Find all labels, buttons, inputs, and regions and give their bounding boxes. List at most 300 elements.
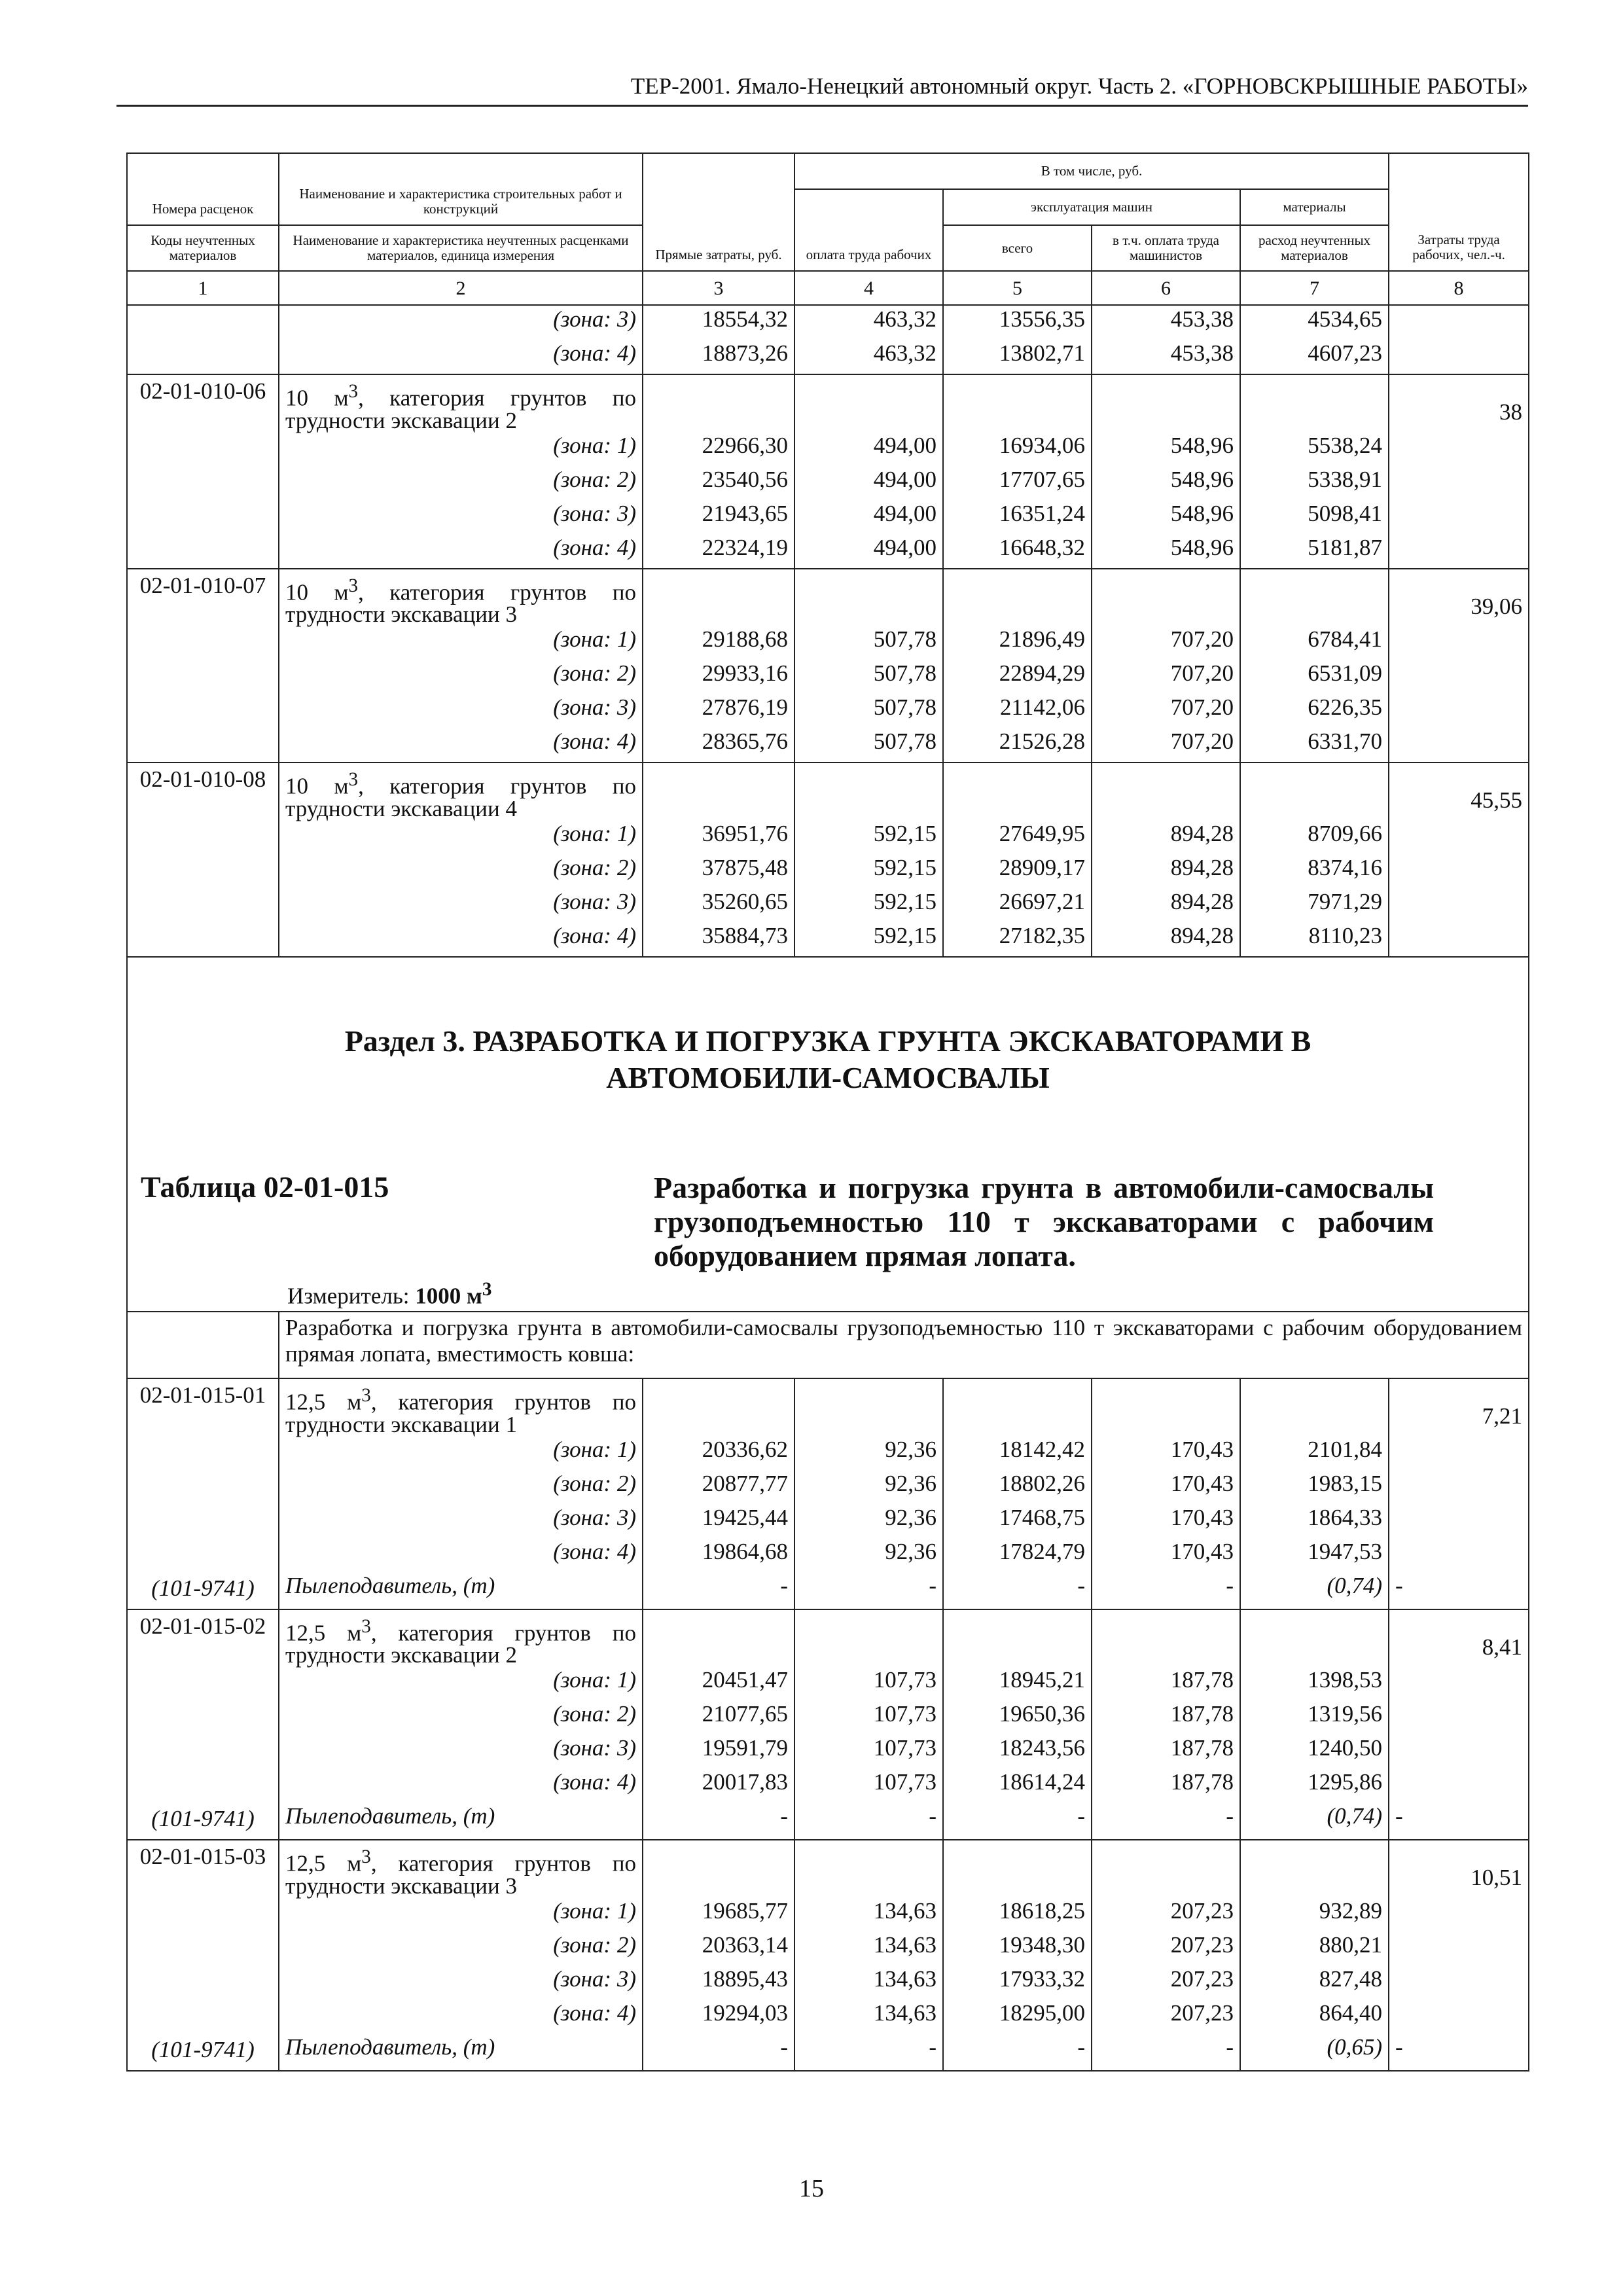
column-number: 8 xyxy=(1389,271,1529,305)
value-cell-empty xyxy=(643,762,794,820)
header-material-names: Наименование и характеристика неучтенных расценками материалов, единица измерения xyxy=(279,225,643,271)
rate-quantity: 12,5 м xyxy=(285,1389,362,1415)
table-title: Разработка и погрузка грунта в автомобили-самосвалы грузоподъемностью 110 т экскаваторами с рабочим оборудованием прямая лопата. xyxy=(654,1170,1434,1272)
value-cell: 1947,53 xyxy=(1240,1538,1389,1572)
value-cell: 35884,73 xyxy=(643,922,794,957)
value-cell: 6331,70 xyxy=(1240,728,1389,762)
value-cell: 19591,79 xyxy=(643,1734,794,1768)
value-cell: 6784,41 xyxy=(1240,626,1389,660)
rate-code: 02-01-015-02 xyxy=(127,1609,279,1667)
value-cell-empty xyxy=(943,1840,1092,1897)
value-cell: 20877,77 xyxy=(643,1470,794,1504)
header-rate-numbers: Номера расценок xyxy=(127,153,279,225)
value-cell: 8709,66 xyxy=(1240,820,1389,854)
rate-category: , категория грунтов по трудности экскавации 3 xyxy=(285,579,636,628)
value-cell-empty xyxy=(643,1378,794,1436)
labor-cost: 10,51 xyxy=(1389,1840,1529,2034)
value-cell: 548,96 xyxy=(1092,534,1240,569)
section-title-line: Раздел 3. РАЗРАБОТКА И ПОГРУЗКА ГРУНТА ЭКСКАВАТОРАМИ В xyxy=(344,1024,1311,1058)
value-cell: 6531,09 xyxy=(1240,660,1389,694)
zone-label: (зона: 2) xyxy=(279,1931,643,1965)
column-number: 1 xyxy=(127,271,279,305)
value-cell: 18945,21 xyxy=(943,1666,1092,1700)
value-cell: 18873,26 xyxy=(643,340,794,374)
value-cell-empty xyxy=(794,1840,943,1897)
header-material-consumption: расход неучтенных материалов xyxy=(1240,225,1389,271)
labor-cost: 38 xyxy=(1389,374,1529,569)
table-header xyxy=(127,153,1529,305)
value-cell: 494,00 xyxy=(794,432,943,466)
zone-label: (зона: 3) xyxy=(279,888,643,922)
value-cell: 4607,23 xyxy=(1240,340,1389,374)
zone-row xyxy=(127,888,1529,922)
zone-row xyxy=(127,694,1529,728)
header-direct-costs: Прямые затраты, руб. xyxy=(643,153,794,271)
zone-row xyxy=(127,626,1529,660)
value-cell-empty xyxy=(1092,762,1240,820)
code-cell-empty xyxy=(127,1931,279,1965)
value-cell: 28365,76 xyxy=(643,728,794,762)
rate-unit-superscript: 3 xyxy=(348,769,359,791)
value-cell-empty xyxy=(643,374,794,432)
table-body-section-3 xyxy=(127,1378,1529,2071)
value-cell-empty xyxy=(794,1378,943,1436)
zone-label: (зона: 1) xyxy=(279,1666,643,1700)
value-cell: 707,20 xyxy=(1092,694,1240,728)
value-cell: 7971,29 xyxy=(1240,888,1389,922)
zone-row xyxy=(127,466,1529,500)
zone-row xyxy=(127,305,1529,340)
value-cell: 8110,23 xyxy=(1240,922,1389,957)
value-cell: 187,78 xyxy=(1092,1734,1240,1768)
material-row xyxy=(127,2034,1529,2071)
value-cell-empty xyxy=(1092,569,1240,626)
value-cell: 592,15 xyxy=(794,854,943,888)
material-value: - xyxy=(794,1572,943,1609)
zone-label: (зона: 3) xyxy=(279,694,643,728)
value-cell: 592,15 xyxy=(794,820,943,854)
rate-category: , категория грунтов по трудности экскавации 1 xyxy=(285,1389,636,1437)
zone-row xyxy=(127,1504,1529,1538)
value-cell: 5181,87 xyxy=(1240,534,1389,569)
zone-row xyxy=(127,340,1529,374)
value-cell: 92,36 xyxy=(794,1504,943,1538)
value-cell: 187,78 xyxy=(1092,1768,1240,1803)
value-cell: 19685,77 xyxy=(643,1897,794,1931)
value-cell-empty xyxy=(1240,1840,1389,1897)
rate-unit-superscript: 3 xyxy=(348,381,359,402)
value-cell-empty xyxy=(1240,762,1389,820)
value-cell: 29933,16 xyxy=(643,660,794,694)
rate-quantity: 12,5 м xyxy=(285,1620,362,1646)
value-cell-empty xyxy=(643,1840,794,1897)
labor-cost: 39,06 xyxy=(1389,569,1529,763)
value-cell: 4534,65 xyxy=(1240,305,1389,340)
rate-code: 02-01-010-08 xyxy=(127,762,279,820)
material-value: - xyxy=(1092,2034,1240,2071)
measurement-unit xyxy=(287,1276,491,1310)
zone-label: (зона: 2) xyxy=(279,1470,643,1504)
value-cell: 16648,32 xyxy=(943,534,1092,569)
value-cell: 36951,76 xyxy=(643,820,794,854)
value-cell: 880,21 xyxy=(1240,1931,1389,1965)
zone-label: (зона: 3) xyxy=(279,305,643,340)
zone-row xyxy=(127,432,1529,466)
measurement-label: Измеритель: xyxy=(287,1283,416,1309)
subheading-blank xyxy=(127,1312,279,1378)
value-cell: 5098,41 xyxy=(1240,500,1389,534)
code-cell-empty xyxy=(127,466,279,500)
rate-row xyxy=(127,569,1529,626)
zone-label: (зона: 1) xyxy=(279,626,643,660)
value-cell: 134,63 xyxy=(794,1965,943,2000)
value-cell: 21943,65 xyxy=(643,500,794,534)
value-cell: 548,96 xyxy=(1092,466,1240,500)
material-value: - xyxy=(943,1572,1092,1609)
code-cell-empty xyxy=(127,1504,279,1538)
value-cell: 1319,56 xyxy=(1240,1700,1389,1734)
value-cell: 5338,91 xyxy=(1240,466,1389,500)
value-cell-empty xyxy=(794,1609,943,1667)
subheading-row xyxy=(127,1312,1529,1378)
section-heading-cell xyxy=(127,957,1529,1312)
rate-description xyxy=(279,1609,643,1667)
value-cell-empty xyxy=(643,1609,794,1667)
value-cell: 107,73 xyxy=(794,1734,943,1768)
value-cell: 507,78 xyxy=(794,660,943,694)
material-name: Пылеподавитель, (т) xyxy=(279,1803,643,1840)
value-cell: 21526,28 xyxy=(943,728,1092,762)
value-cell: 19425,44 xyxy=(643,1504,794,1538)
code-cell-empty xyxy=(127,626,279,660)
material-consumption: (0,74) xyxy=(1240,1572,1389,1609)
material-code: (101-9741) xyxy=(127,1572,279,1609)
value-cell: 134,63 xyxy=(794,1931,943,1965)
value-cell: 1240,50 xyxy=(1240,1734,1389,1768)
code-cell-empty xyxy=(127,1470,279,1504)
value-cell: 170,43 xyxy=(1092,1470,1240,1504)
material-value: - xyxy=(943,2034,1092,2071)
value-cell: 22966,30 xyxy=(643,432,794,466)
value-cell: 19864,68 xyxy=(643,1538,794,1572)
subheading-text: Разработка и погрузка грунта в автомобили-самосвалы грузоподъемностью 110 т экскаваторами с рабочим оборудованием прямая лопата, вместимость ковша: xyxy=(279,1312,1529,1378)
value-cell: 18895,43 xyxy=(643,1965,794,2000)
zone-row xyxy=(127,534,1529,569)
value-cell: 21142,06 xyxy=(943,694,1092,728)
code-cell-empty xyxy=(127,432,279,466)
rate-row xyxy=(127,762,1529,820)
material-code: (101-9741) xyxy=(127,2034,279,2071)
value-cell: 548,96 xyxy=(1092,432,1240,466)
rate-code: 02-01-010-07 xyxy=(127,569,279,626)
value-cell: 92,36 xyxy=(794,1436,943,1470)
section-title xyxy=(128,1023,1528,1096)
header-material-codes: Коды неучтенных материалов xyxy=(127,225,279,271)
value-cell-empty xyxy=(943,762,1092,820)
material-value: - xyxy=(794,2034,943,2071)
header-materials: материалы xyxy=(1240,189,1389,225)
value-cell: 894,28 xyxy=(1092,820,1240,854)
value-cell: 18618,25 xyxy=(943,1897,1092,1931)
measurement-superscript: 3 xyxy=(482,1278,492,1300)
value-cell: 20336,62 xyxy=(643,1436,794,1470)
value-cell-empty xyxy=(1092,1840,1240,1897)
value-cell: 92,36 xyxy=(794,1538,943,1572)
value-cell: 170,43 xyxy=(1092,1504,1240,1538)
code-cell-empty xyxy=(127,1768,279,1803)
value-cell: 18142,42 xyxy=(943,1436,1092,1470)
zone-label: (зона: 1) xyxy=(279,1436,643,1470)
zone-label: (зона: 3) xyxy=(279,1965,643,2000)
value-cell: 18554,32 xyxy=(643,305,794,340)
value-cell: 17468,75 xyxy=(943,1504,1092,1538)
value-cell-empty xyxy=(794,762,943,820)
rate-quantity: 10 м xyxy=(285,385,349,411)
value-cell: 827,48 xyxy=(1240,1965,1389,2000)
zone-label: (зона: 2) xyxy=(279,660,643,694)
zone-label: (зона: 4) xyxy=(279,1538,643,1572)
code-cell-empty xyxy=(127,888,279,922)
value-cell-empty xyxy=(1240,374,1389,432)
value-cell: 6226,35 xyxy=(1240,694,1389,728)
zone-label: (зона: 4) xyxy=(279,728,643,762)
price-table xyxy=(126,152,1529,2072)
zone-row xyxy=(127,1538,1529,1572)
rate-unit-superscript: 3 xyxy=(361,1384,371,1406)
material-labor: - xyxy=(1389,1572,1529,1609)
rate-description xyxy=(279,374,643,432)
rate-unit-superscript: 3 xyxy=(361,1846,371,1868)
value-cell: 28909,17 xyxy=(943,854,1092,888)
value-cell: 134,63 xyxy=(794,1897,943,1931)
header-including: В том числе, руб. xyxy=(794,153,1389,189)
zone-row xyxy=(127,820,1529,854)
code-cell-empty xyxy=(127,820,279,854)
value-cell: 894,28 xyxy=(1092,922,1240,957)
labor-cell-empty xyxy=(1389,305,1529,340)
rate-code: 02-01-015-01 xyxy=(127,1378,279,1436)
value-cell: 16934,06 xyxy=(943,432,1092,466)
material-labor: - xyxy=(1389,2034,1529,2071)
value-cell: 21896,49 xyxy=(943,626,1092,660)
code-cell-empty xyxy=(127,305,279,340)
header-machine-operation: эксплуатация машин xyxy=(943,189,1240,225)
value-cell: 18243,56 xyxy=(943,1734,1092,1768)
zone-row xyxy=(127,1768,1529,1803)
value-cell: 13556,35 xyxy=(943,305,1092,340)
value-cell: 19650,36 xyxy=(943,1700,1092,1734)
rate-row xyxy=(127,374,1529,432)
value-cell: 463,32 xyxy=(794,340,943,374)
value-cell: 707,20 xyxy=(1092,626,1240,660)
code-cell-empty xyxy=(127,922,279,957)
running-header: ТЕР-2001. Ямало-Ненецкий автономный округ. Часть 2. «ГОРНОВСКРЫШНЫЕ РАБОТЫ» xyxy=(116,73,1528,107)
value-cell: 170,43 xyxy=(1092,1538,1240,1572)
value-cell: 453,38 xyxy=(1092,340,1240,374)
value-cell-empty xyxy=(643,569,794,626)
value-cell: 134,63 xyxy=(794,2000,943,2034)
value-cell-empty xyxy=(1240,569,1389,626)
value-cell-empty xyxy=(1092,1609,1240,1667)
value-cell: 22324,19 xyxy=(643,534,794,569)
value-cell: 864,40 xyxy=(1240,2000,1389,2034)
code-cell-empty xyxy=(127,534,279,569)
zone-label: (зона: 1) xyxy=(279,1897,643,1931)
labor-cost: 8,41 xyxy=(1389,1609,1529,1803)
zone-label: (зона: 4) xyxy=(279,2000,643,2034)
rate-code: 02-01-015-03 xyxy=(127,1840,279,1897)
rate-quantity: 10 м xyxy=(285,773,349,799)
zone-row xyxy=(127,854,1529,888)
material-value: - xyxy=(1092,1803,1240,1840)
code-cell-empty xyxy=(127,1897,279,1931)
material-value: - xyxy=(1092,1572,1240,1609)
value-cell: 5538,24 xyxy=(1240,432,1389,466)
header-machines-total: всего xyxy=(943,225,1092,271)
zone-label: (зона: 4) xyxy=(279,1768,643,1803)
value-cell: 453,38 xyxy=(1092,305,1240,340)
code-cell-empty xyxy=(127,1666,279,1700)
rate-description xyxy=(279,1840,643,1897)
value-cell: 707,20 xyxy=(1092,728,1240,762)
labor-cell-empty xyxy=(1389,340,1529,374)
value-cell: 1295,86 xyxy=(1240,1768,1389,1803)
code-cell-empty xyxy=(127,660,279,694)
value-cell: 16351,24 xyxy=(943,500,1092,534)
column-number: 4 xyxy=(794,271,943,305)
value-cell: 26697,21 xyxy=(943,888,1092,922)
zone-label: (зона: 4) xyxy=(279,340,643,374)
value-cell-empty xyxy=(943,1378,1092,1436)
value-cell: 17933,32 xyxy=(943,1965,1092,2000)
code-cell-empty xyxy=(127,1734,279,1768)
code-cell-empty xyxy=(127,728,279,762)
material-consumption: (0,74) xyxy=(1240,1803,1389,1840)
value-cell: 932,89 xyxy=(1240,1897,1389,1931)
rate-category: , категория грунтов по трудности экскавации 2 xyxy=(285,1620,636,1668)
code-cell-empty xyxy=(127,854,279,888)
value-cell: 107,73 xyxy=(794,1768,943,1803)
zone-row xyxy=(127,1734,1529,1768)
material-value: - xyxy=(643,1803,794,1840)
value-cell: 507,78 xyxy=(794,694,943,728)
table-code: Таблица 02-01-015 xyxy=(141,1170,389,1204)
value-cell: 1398,53 xyxy=(1240,1666,1389,1700)
value-cell-empty xyxy=(1092,374,1240,432)
header-work-name: Наименование и характеристика строительных работ и конструкций xyxy=(279,153,643,225)
value-cell: 507,78 xyxy=(794,728,943,762)
code-cell-empty xyxy=(127,500,279,534)
value-cell: 20363,14 xyxy=(643,1931,794,1965)
rate-description xyxy=(279,569,643,626)
value-cell: 19348,30 xyxy=(943,1931,1092,1965)
value-cell: 20017,83 xyxy=(643,1768,794,1803)
zone-label: (зона: 1) xyxy=(279,820,643,854)
value-cell: 894,28 xyxy=(1092,888,1240,922)
header-operator-pay: в т.ч. оплата труда машинистов xyxy=(1092,225,1240,271)
material-value: - xyxy=(943,1803,1092,1840)
value-cell: 27876,19 xyxy=(643,694,794,728)
value-cell-empty xyxy=(1092,1378,1240,1436)
rate-category: , категория грунтов по трудности экскавации 3 xyxy=(285,1850,636,1899)
rate-category: , категория грунтов по трудности экскавации 2 xyxy=(285,385,636,433)
material-name: Пылеподавитель, (т) xyxy=(279,2034,643,2071)
value-cell: 8374,16 xyxy=(1240,854,1389,888)
value-cell: 18295,00 xyxy=(943,2000,1092,2034)
value-cell: 494,00 xyxy=(794,466,943,500)
section-block xyxy=(127,957,1529,1378)
value-cell: 707,20 xyxy=(1092,660,1240,694)
zone-row xyxy=(127,1666,1529,1700)
value-cell: 20451,47 xyxy=(643,1666,794,1700)
value-cell: 18802,26 xyxy=(943,1470,1092,1504)
value-cell: 107,73 xyxy=(794,1700,943,1734)
value-cell: 494,00 xyxy=(794,500,943,534)
table-body-section-2 xyxy=(127,305,1529,957)
material-value: - xyxy=(643,1572,794,1609)
column-number: 2 xyxy=(279,271,643,305)
header-labor-costs: Затраты труда рабочих, чел.-ч. xyxy=(1389,153,1529,271)
column-number: 3 xyxy=(643,271,794,305)
zone-label: (зона: 1) xyxy=(279,432,643,466)
value-cell-empty xyxy=(1240,1609,1389,1667)
zone-label: (зона: 3) xyxy=(279,1504,643,1538)
value-cell: 894,28 xyxy=(1092,854,1240,888)
zone-row xyxy=(127,1965,1529,2000)
value-cell: 2101,84 xyxy=(1240,1436,1389,1470)
value-cell: 170,43 xyxy=(1092,1436,1240,1470)
value-cell: 592,15 xyxy=(794,922,943,957)
code-cell-empty xyxy=(127,340,279,374)
column-numbers-row xyxy=(127,271,1529,305)
rate-row xyxy=(127,1378,1529,1436)
material-row xyxy=(127,1572,1529,1609)
zone-row xyxy=(127,1897,1529,1931)
value-cell-empty xyxy=(1240,1378,1389,1436)
value-cell: 17824,79 xyxy=(943,1538,1092,1572)
value-cell: 27182,35 xyxy=(943,922,1092,957)
value-cell: 29188,68 xyxy=(643,626,794,660)
zone-label: (зона: 3) xyxy=(279,500,643,534)
rate-category: , категория грунтов по трудности экскавации 4 xyxy=(285,773,636,821)
page-number: 15 xyxy=(799,2175,824,2202)
rate-row xyxy=(127,1609,1529,1667)
value-cell-empty xyxy=(794,374,943,432)
value-cell: 187,78 xyxy=(1092,1700,1240,1734)
value-cell: 107,73 xyxy=(794,1666,943,1700)
code-cell-empty xyxy=(127,2000,279,2034)
zone-row xyxy=(127,922,1529,957)
value-cell: 23540,56 xyxy=(643,466,794,500)
value-cell: 27649,95 xyxy=(943,820,1092,854)
rate-unit-superscript: 3 xyxy=(348,575,359,596)
value-cell: 548,96 xyxy=(1092,500,1240,534)
zone-row xyxy=(127,1700,1529,1734)
value-cell: 13802,71 xyxy=(943,340,1092,374)
value-cell: 92,36 xyxy=(794,1470,943,1504)
code-cell-empty xyxy=(127,1538,279,1572)
material-row xyxy=(127,1803,1529,1840)
rate-description xyxy=(279,1378,643,1436)
zone-label: (зона: 4) xyxy=(279,922,643,957)
value-cell: 207,23 xyxy=(1092,1965,1240,2000)
value-cell-empty xyxy=(943,374,1092,432)
rate-row xyxy=(127,1840,1529,1897)
code-cell-empty xyxy=(127,694,279,728)
value-cell: 494,00 xyxy=(794,534,943,569)
zone-row xyxy=(127,1931,1529,1965)
value-cell: 19294,03 xyxy=(643,2000,794,2034)
